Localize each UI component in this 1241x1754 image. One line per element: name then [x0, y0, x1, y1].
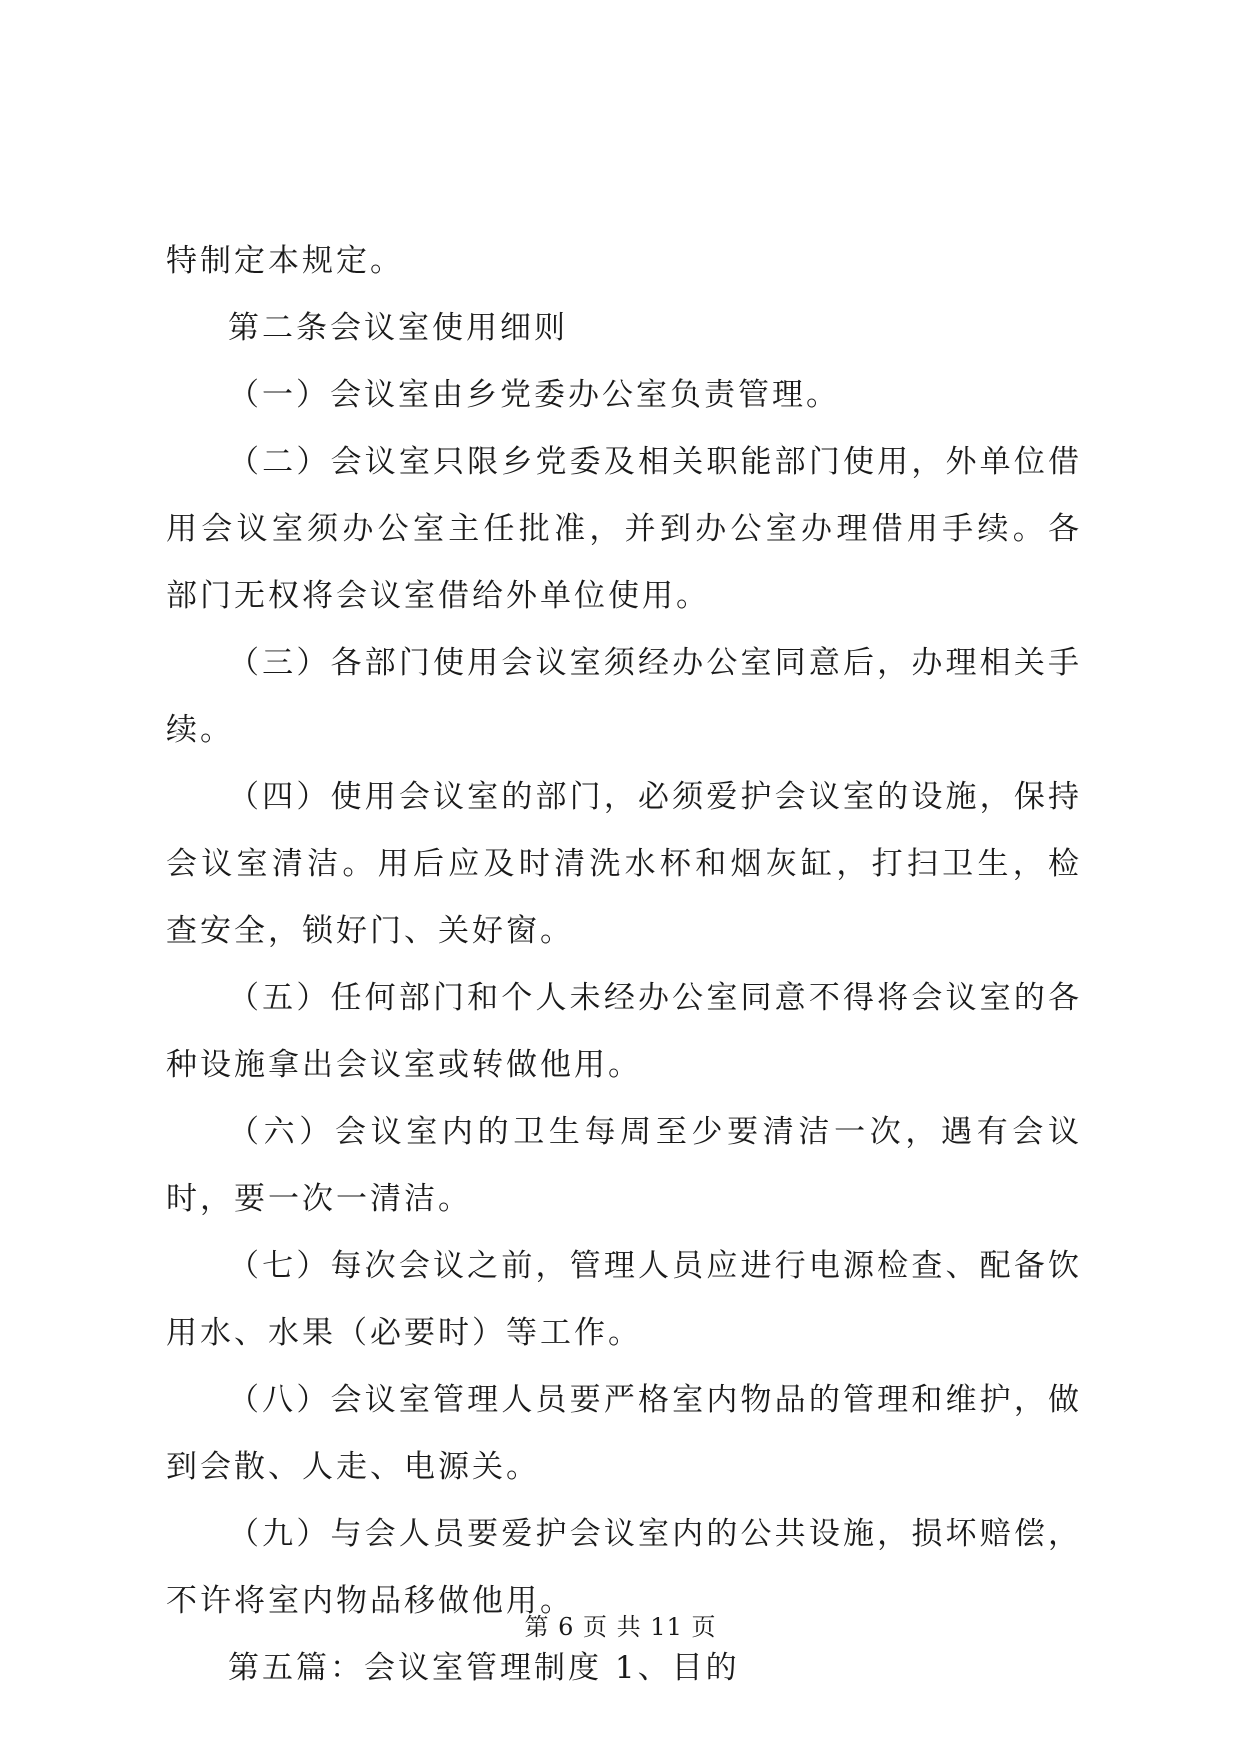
paragraph-item-9: （九）与会人员要爱护会议室内的公共设施，损坏赔偿，不许将室内物品移做他用。 — [166, 1516, 1082, 1619]
page-number-footer: 第 6 页 共 11 页 — [524, 1613, 717, 1641]
paragraph-item-6: （六）会议室内的卫生每周至少要清洁一次，遇有会议时，要一次一清洁。 — [166, 1114, 1082, 1217]
paragraph-continuation: 特制定本规定。 — [166, 243, 404, 279]
paragraph-item-7: （七）每次会议之前，管理人员应进行电源检查、配备饮用水、水果（必要时）等工作。 — [166, 1248, 1082, 1351]
paragraph-item-3: （三）各部门使用会议室须经办公室同意后，办理相关手续。 — [166, 645, 1082, 748]
paragraph-item-1: （一）会议室由乡党委办公室负责管理。 — [228, 377, 840, 413]
document-body — [166, 228, 1082, 1702]
section-heading: 第五篇：会议室管理制度 1、目的 — [228, 1650, 740, 1686]
paragraph-item-4: （四）使用会议室的部门，必须爱护会议室的设施，保持会议室清洁。用后应及时清洗水杯和烟灰缸，打扫卫生，检查安全，锁好门、关好窗。 — [166, 779, 1082, 949]
paragraph-item-5: （五）任何部门和个人未经办公室同意不得将会议室的各种设施拿出会议室或转做他用。 — [166, 980, 1082, 1083]
paragraph-item-2: （二）会议室只限乡党委及相关职能部门使用，外单位借用会议室须办公室主任批准，并到办公室办理借用手续。各部门无权将会议室借给外单位使用。 — [166, 444, 1082, 614]
article-heading: 第二条会议室使用细则 — [228, 310, 568, 346]
paragraph-item-8: （八）会议室管理人员要严格室内物品的管理和维护，做到会散、人走、电源关。 — [166, 1382, 1082, 1485]
